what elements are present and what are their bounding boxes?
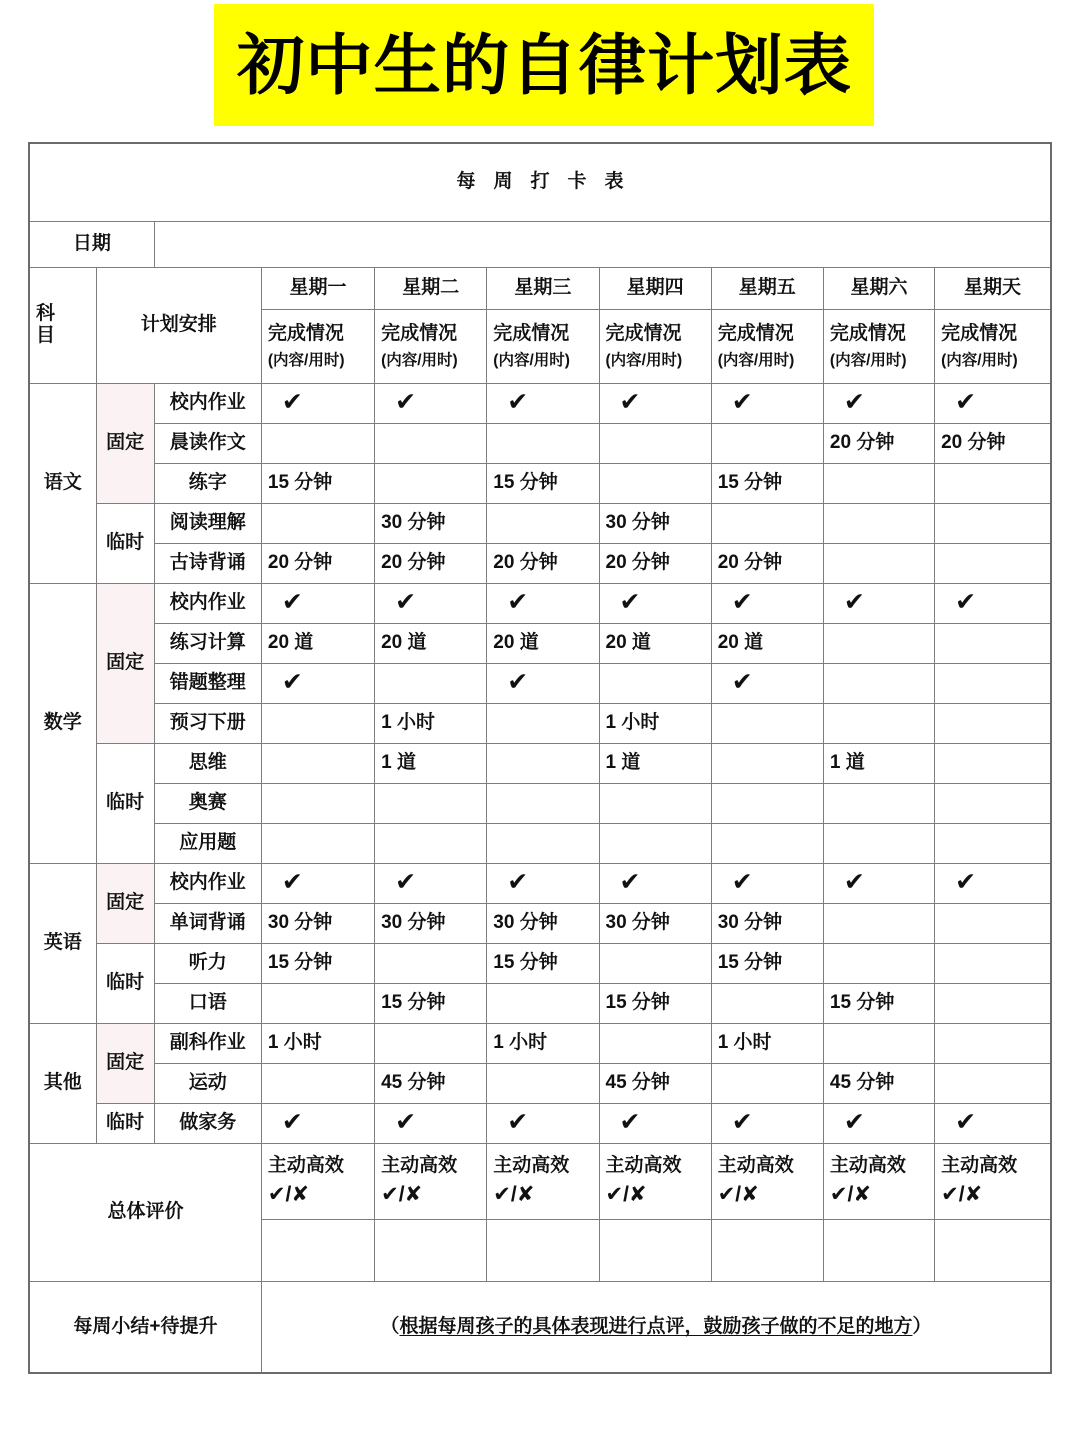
cell-语文-晨读作文-d5[interactable]: [711, 423, 823, 463]
cell-语文-校内作业-d7[interactable]: [935, 383, 1051, 423]
day-header-4: 星期四: [599, 267, 711, 309]
cell-数学-校内作业-d4[interactable]: [599, 583, 711, 623]
check-icon: ✔: [843, 388, 865, 417]
evaluation-note-d6[interactable]: [823, 1219, 934, 1281]
cell-数学-校内作业-d6[interactable]: [823, 583, 934, 623]
day-header-5: 星期五: [711, 267, 823, 309]
cell-语文-校内作业-d3[interactable]: [487, 383, 599, 423]
cell-数学-预习下册-d2[interactable]: 1 小时: [375, 703, 487, 743]
day-subheader-7: 完成情况 (内容/用时): [935, 309, 1051, 383]
check-icon: ✔: [843, 1108, 865, 1137]
task-name: 晨读作文: [154, 423, 261, 463]
cell-其他-副科作业-d3[interactable]: 1 小时: [487, 1023, 599, 1063]
cell-数学-练习计算-d6[interactable]: [823, 623, 934, 663]
cell-其他-副科作业-d2[interactable]: [375, 1023, 487, 1063]
cell-英语-校内作业-d2[interactable]: [375, 863, 487, 903]
cell-数学-错题整理-d1[interactable]: [261, 663, 374, 703]
cell-英语-听力-d1[interactable]: 15 分钟: [261, 943, 374, 983]
cell-数学-思维-d6[interactable]: 1 道: [823, 743, 934, 783]
subject-name-其他: 其他: [29, 1023, 96, 1143]
cell-语文-古诗背诵-d3[interactable]: 20 分钟: [487, 543, 599, 583]
evaluation-note-d2[interactable]: [375, 1219, 487, 1281]
check-icon: ✔: [843, 588, 865, 617]
cell-其他-运动-d6[interactable]: 45 分钟: [823, 1063, 934, 1103]
cell-数学-错题整理-d6[interactable]: [823, 663, 934, 703]
cell-数学-练习计算-d7[interactable]: [935, 623, 1051, 663]
day-subheader-6: 完成情况 (内容/用时): [823, 309, 934, 383]
cell-英语-单词背诵-d7[interactable]: [935, 903, 1051, 943]
cell-其他-副科作业-d1[interactable]: 1 小时: [261, 1023, 374, 1063]
cell-语文-古诗背诵-d1[interactable]: 20 分钟: [261, 543, 374, 583]
cell-英语-口语-d6[interactable]: 15 分钟: [823, 983, 934, 1023]
day-subheader-3: 完成情况 (内容/用时): [487, 309, 599, 383]
cell-语文-古诗背诵-d6[interactable]: [823, 543, 934, 583]
cell-其他-运动-d3[interactable]: [487, 1063, 599, 1103]
cell-数学-预习下册-d7[interactable]: [935, 703, 1051, 743]
check-icon: ✔: [731, 588, 753, 617]
weekly-summary-note[interactable]: （根据每周孩子的具体表现进行点评，鼓励孩子做的不足的地方）: [261, 1281, 1051, 1373]
task-name: 应用题: [154, 823, 261, 863]
cell-数学-应用题-d2[interactable]: [375, 823, 487, 863]
cell-数学-练习计算-d5[interactable]: 20 道: [711, 623, 823, 663]
cell-语文-晨读作文-d3[interactable]: [487, 423, 599, 463]
cell-数学-奥赛-d6[interactable]: [823, 783, 934, 823]
cell-语文-练字-d6[interactable]: [823, 463, 934, 503]
task-type-临时: 临时: [96, 503, 154, 583]
day-subheader-4: 完成情况 (内容/用时): [599, 309, 711, 383]
plan-header: 计划安排: [96, 267, 261, 383]
cell-其他-运动-d4[interactable]: 45 分钟: [599, 1063, 711, 1103]
check-icon: ✔: [281, 588, 303, 617]
cell-其他-做家务-d4[interactable]: [599, 1103, 711, 1143]
task-type-固定: 固定: [96, 863, 154, 943]
check-icon: ✔: [507, 588, 529, 617]
cell-数学-思维-d5[interactable]: [711, 743, 823, 783]
check-icon: ✔: [955, 388, 977, 417]
cell-语文-练字-d4[interactable]: [599, 463, 711, 503]
sheet-heading: 每周打卡表: [29, 143, 1051, 221]
cell-数学-错题整理-d5[interactable]: [711, 663, 823, 703]
cell-英语-口语-d5[interactable]: [711, 983, 823, 1023]
cell-英语-听力-d7[interactable]: [935, 943, 1051, 983]
subject-name-数学: 数学: [29, 583, 96, 863]
task-name: 练习计算: [154, 623, 261, 663]
cell-数学-错题整理-d7[interactable]: [935, 663, 1051, 703]
cell-英语-校内作业-d4[interactable]: [599, 863, 711, 903]
cell-数学-预习下册-d3[interactable]: [487, 703, 599, 743]
cell-语文-晨读作文-d2[interactable]: [375, 423, 487, 463]
cell-英语-单词背诵-d1[interactable]: 30 分钟: [261, 903, 374, 943]
overall-evaluation-label: 总体评价: [29, 1143, 261, 1281]
task-name: 练字: [154, 463, 261, 503]
task-type-临时: 临时: [96, 1103, 154, 1143]
cell-英语-口语-d1[interactable]: [261, 983, 374, 1023]
cell-其他-副科作业-d7[interactable]: [935, 1023, 1051, 1063]
cell-语文-阅读理解-d3[interactable]: [487, 503, 599, 543]
cell-语文-校内作业-d4[interactable]: [599, 383, 711, 423]
weekly-checkin-table: [28, 142, 1052, 1374]
check-icon: ✔: [395, 388, 417, 417]
cell-数学-预习下册-d5[interactable]: [711, 703, 823, 743]
cell-数学-应用题-d5[interactable]: [711, 823, 823, 863]
task-type-临时: 临时: [96, 943, 154, 1023]
evaluation-cell-d7[interactable]: 主动高效 ✔/✘: [935, 1143, 1051, 1219]
cell-语文-晨读作文-d4[interactable]: [599, 423, 711, 463]
check-icon: ✔: [731, 668, 753, 697]
day-header-7: 星期天: [935, 267, 1051, 309]
cell-其他-做家务-d1[interactable]: [261, 1103, 374, 1143]
cell-数学-应用题-d3[interactable]: [487, 823, 599, 863]
cell-数学-奥赛-d2[interactable]: [375, 783, 487, 823]
cell-英语-口语-d2[interactable]: 15 分钟: [375, 983, 487, 1023]
cell-语文-晨读作文-d1[interactable]: [261, 423, 374, 463]
task-name: 口语: [154, 983, 261, 1023]
check-icon: ✔: [619, 388, 641, 417]
cell-语文-练字-d7[interactable]: [935, 463, 1051, 503]
cell-数学-校内作业-d3[interactable]: [487, 583, 599, 623]
cell-数学-预习下册-d1[interactable]: [261, 703, 374, 743]
cell-数学-奥赛-d4[interactable]: [599, 783, 711, 823]
cell-数学-应用题-d6[interactable]: [823, 823, 934, 863]
day-subheader-5: 完成情况 (内容/用时): [711, 309, 823, 383]
evaluation-cell-d4[interactable]: 主动高效 ✔/✘: [599, 1143, 711, 1219]
date-input[interactable]: [154, 221, 1051, 267]
cell-语文-晨读作文-d7[interactable]: 20 分钟: [935, 423, 1051, 463]
task-name: 错题整理: [154, 663, 261, 703]
cell-其他-运动-d7[interactable]: [935, 1063, 1051, 1103]
cell-语文-练字-d2[interactable]: [375, 463, 487, 503]
evaluation-note-d4[interactable]: [599, 1219, 711, 1281]
check-icon: ✔: [619, 868, 641, 897]
page-title: 初中生的自律计划表: [236, 28, 852, 102]
check-icon: ✔: [731, 1108, 753, 1137]
cell-其他-运动-d5[interactable]: [711, 1063, 823, 1103]
check-icon: ✔: [507, 668, 529, 697]
subject-name-语文: 语文: [29, 383, 96, 583]
task-name: 做家务: [154, 1103, 261, 1143]
day-subheader-1: 完成情况 (内容/用时): [261, 309, 374, 383]
cell-数学-应用题-d7[interactable]: [935, 823, 1051, 863]
cell-英语-口语-d4[interactable]: 15 分钟: [599, 983, 711, 1023]
evaluation-cell-d5[interactable]: 主动高效 ✔/✘: [711, 1143, 823, 1219]
cell-其他-运动-d1[interactable]: [261, 1063, 374, 1103]
cell-其他-副科作业-d5[interactable]: 1 小时: [711, 1023, 823, 1063]
cell-数学-思维-d3[interactable]: [487, 743, 599, 783]
day-header-1: 星期一: [261, 267, 374, 309]
task-name: 校内作业: [154, 383, 261, 423]
cell-英语-听力-d2[interactable]: [375, 943, 487, 983]
evaluation-note-d5[interactable]: [711, 1219, 823, 1281]
day-subheader-2: 完成情况 (内容/用时): [375, 309, 487, 383]
subject-name-英语: 英语: [29, 863, 96, 1023]
cell-英语-听力-d6[interactable]: [823, 943, 934, 983]
cell-数学-思维-d2[interactable]: 1 道: [375, 743, 487, 783]
task-name: 阅读理解: [154, 503, 261, 543]
cell-语文-练字-d1[interactable]: 15 分钟: [261, 463, 374, 503]
check-icon: ✔: [843, 868, 865, 897]
cell-英语-校内作业-d6[interactable]: [823, 863, 934, 903]
check-icon: ✔: [619, 1108, 641, 1137]
cell-语文-阅读理解-d5[interactable]: [711, 503, 823, 543]
cell-数学-错题整理-d3[interactable]: [487, 663, 599, 703]
cell-语文-阅读理解-d4[interactable]: 30 分钟: [599, 503, 711, 543]
cell-语文-校内作业-d5[interactable]: [711, 383, 823, 423]
evaluation-cell-d6[interactable]: 主动高效 ✔/✘: [823, 1143, 934, 1219]
task-name: 运动: [154, 1063, 261, 1103]
check-icon: ✔: [507, 388, 529, 417]
check-icon: ✔: [507, 868, 529, 897]
check-icon: ✔: [955, 868, 977, 897]
cell-其他-做家务-d6[interactable]: [823, 1103, 934, 1143]
day-header-2: 星期二: [375, 267, 487, 309]
cell-语文-古诗背诵-d7[interactable]: [935, 543, 1051, 583]
cell-语文-阅读理解-d2[interactable]: 30 分钟: [375, 503, 487, 543]
day-header-3: 星期三: [487, 267, 599, 309]
cell-英语-单词背诵-d2[interactable]: 30 分钟: [375, 903, 487, 943]
cell-数学-校内作业-d2[interactable]: [375, 583, 487, 623]
check-icon: ✔: [955, 1108, 977, 1137]
cell-数学-校内作业-d7[interactable]: [935, 583, 1051, 623]
cell-其他-副科作业-d4[interactable]: [599, 1023, 711, 1063]
cell-其他-运动-d2[interactable]: 45 分钟: [375, 1063, 487, 1103]
cell-语文-阅读理解-d1[interactable]: [261, 503, 374, 543]
check-icon: ✔: [955, 588, 977, 617]
cell-数学-奥赛-d3[interactable]: [487, 783, 599, 823]
task-name: 听力: [154, 943, 261, 983]
cell-其他-做家务-d3[interactable]: [487, 1103, 599, 1143]
cell-数学-奥赛-d5[interactable]: [711, 783, 823, 823]
cell-其他-做家务-d7[interactable]: [935, 1103, 1051, 1143]
check-icon: ✔: [281, 668, 303, 697]
evaluation-cell-d2[interactable]: 主动高效 ✔/✘: [375, 1143, 487, 1219]
cell-语文-校内作业-d1[interactable]: [261, 383, 374, 423]
cell-数学-练习计算-d1[interactable]: 20 道: [261, 623, 374, 663]
cell-英语-单词背诵-d6[interactable]: [823, 903, 934, 943]
task-name: 思维: [154, 743, 261, 783]
cell-语文-练字-d3[interactable]: 15 分钟: [487, 463, 599, 503]
cell-数学-校内作业-d1[interactable]: [261, 583, 374, 623]
title-banner: [214, 4, 874, 126]
cell-语文-练字-d5[interactable]: 15 分钟: [711, 463, 823, 503]
cell-其他-做家务-d5[interactable]: [711, 1103, 823, 1143]
date-label: 日期: [29, 221, 154, 267]
cell-数学-错题整理-d2[interactable]: [375, 663, 487, 703]
cell-数学-思维-d7[interactable]: [935, 743, 1051, 783]
check-icon: ✔: [731, 388, 753, 417]
cell-英语-听力-d4[interactable]: [599, 943, 711, 983]
task-name: 预习下册: [154, 703, 261, 743]
task-name: 副科作业: [154, 1023, 261, 1063]
cell-英语-校内作业-d7[interactable]: [935, 863, 1051, 903]
cell-数学-应用题-d1[interactable]: [261, 823, 374, 863]
cell-英语-听力-d3[interactable]: 15 分钟: [487, 943, 599, 983]
cell-英语-单词背诵-d3[interactable]: 30 分钟: [487, 903, 599, 943]
cell-语文-古诗背诵-d4[interactable]: 20 分钟: [599, 543, 711, 583]
evaluation-note-d7[interactable]: [935, 1219, 1051, 1281]
cell-数学-预习下册-d6[interactable]: [823, 703, 934, 743]
task-type-临时: 临时: [96, 743, 154, 863]
task-name: 单词背诵: [154, 903, 261, 943]
check-icon: ✔: [395, 1108, 417, 1137]
check-icon: ✔: [731, 868, 753, 897]
cell-语文-校内作业-d6[interactable]: [823, 383, 934, 423]
evaluation-note-d3[interactable]: [487, 1219, 599, 1281]
check-icon: ✔: [281, 868, 303, 897]
cell-英语-单词背诵-d5[interactable]: 30 分钟: [711, 903, 823, 943]
task-name: 古诗背诵: [154, 543, 261, 583]
task-name: 校内作业: [154, 583, 261, 623]
subject-header: 科 目: [29, 267, 96, 383]
cell-数学-校内作业-d5[interactable]: [711, 583, 823, 623]
task-name: 校内作业: [154, 863, 261, 903]
evaluation-note-d1[interactable]: [261, 1219, 374, 1281]
check-icon: ✔: [281, 388, 303, 417]
cell-英语-单词背诵-d4[interactable]: 30 分钟: [599, 903, 711, 943]
check-icon: ✔: [395, 588, 417, 617]
cell-数学-思维-d1[interactable]: [261, 743, 374, 783]
cell-语文-校内作业-d2[interactable]: [375, 383, 487, 423]
day-header-6: 星期六: [823, 267, 934, 309]
task-type-固定: 固定: [96, 383, 154, 503]
cell-英语-校内作业-d5[interactable]: [711, 863, 823, 903]
evaluation-cell-d3[interactable]: 主动高效 ✔/✘: [487, 1143, 599, 1219]
cell-数学-思维-d4[interactable]: 1 道: [599, 743, 711, 783]
cell-数学-奥赛-d7[interactable]: [935, 783, 1051, 823]
cell-数学-应用题-d4[interactable]: [599, 823, 711, 863]
cell-语文-晨读作文-d6[interactable]: 20 分钟: [823, 423, 934, 463]
cell-语文-古诗背诵-d5[interactable]: 20 分钟: [711, 543, 823, 583]
cell-英语-校内作业-d1[interactable]: [261, 863, 374, 903]
cell-数学-错题整理-d4[interactable]: [599, 663, 711, 703]
check-icon: ✔: [507, 1108, 529, 1137]
check-icon: ✔: [395, 868, 417, 897]
cell-英语-口语-d3[interactable]: [487, 983, 599, 1023]
cell-数学-练习计算-d4[interactable]: 20 道: [599, 623, 711, 663]
evaluation-cell-d1[interactable]: 主动高效 ✔/✘: [261, 1143, 374, 1219]
cell-英语-口语-d7[interactable]: [935, 983, 1051, 1023]
weekly-summary-label: 每周小结+待提升: [29, 1281, 261, 1373]
task-name: 奥赛: [154, 783, 261, 823]
cell-数学-练习计算-d3[interactable]: 20 道: [487, 623, 599, 663]
task-type-固定: 固定: [96, 1023, 154, 1103]
cell-数学-奥赛-d1[interactable]: [261, 783, 374, 823]
cell-其他-副科作业-d6[interactable]: [823, 1023, 934, 1063]
cell-数学-练习计算-d2[interactable]: 20 道: [375, 623, 487, 663]
task-type-固定: 固定: [96, 583, 154, 743]
cell-语文-阅读理解-d6[interactable]: [823, 503, 934, 543]
check-icon: ✔: [281, 1108, 303, 1137]
cell-英语-校内作业-d3[interactable]: [487, 863, 599, 903]
cell-英语-听力-d5[interactable]: 15 分钟: [711, 943, 823, 983]
cell-语文-古诗背诵-d2[interactable]: 20 分钟: [375, 543, 487, 583]
cell-语文-阅读理解-d7[interactable]: [935, 503, 1051, 543]
cell-其他-做家务-d2[interactable]: [375, 1103, 487, 1143]
cell-数学-预习下册-d4[interactable]: 1 小时: [599, 703, 711, 743]
check-icon: ✔: [619, 588, 641, 617]
